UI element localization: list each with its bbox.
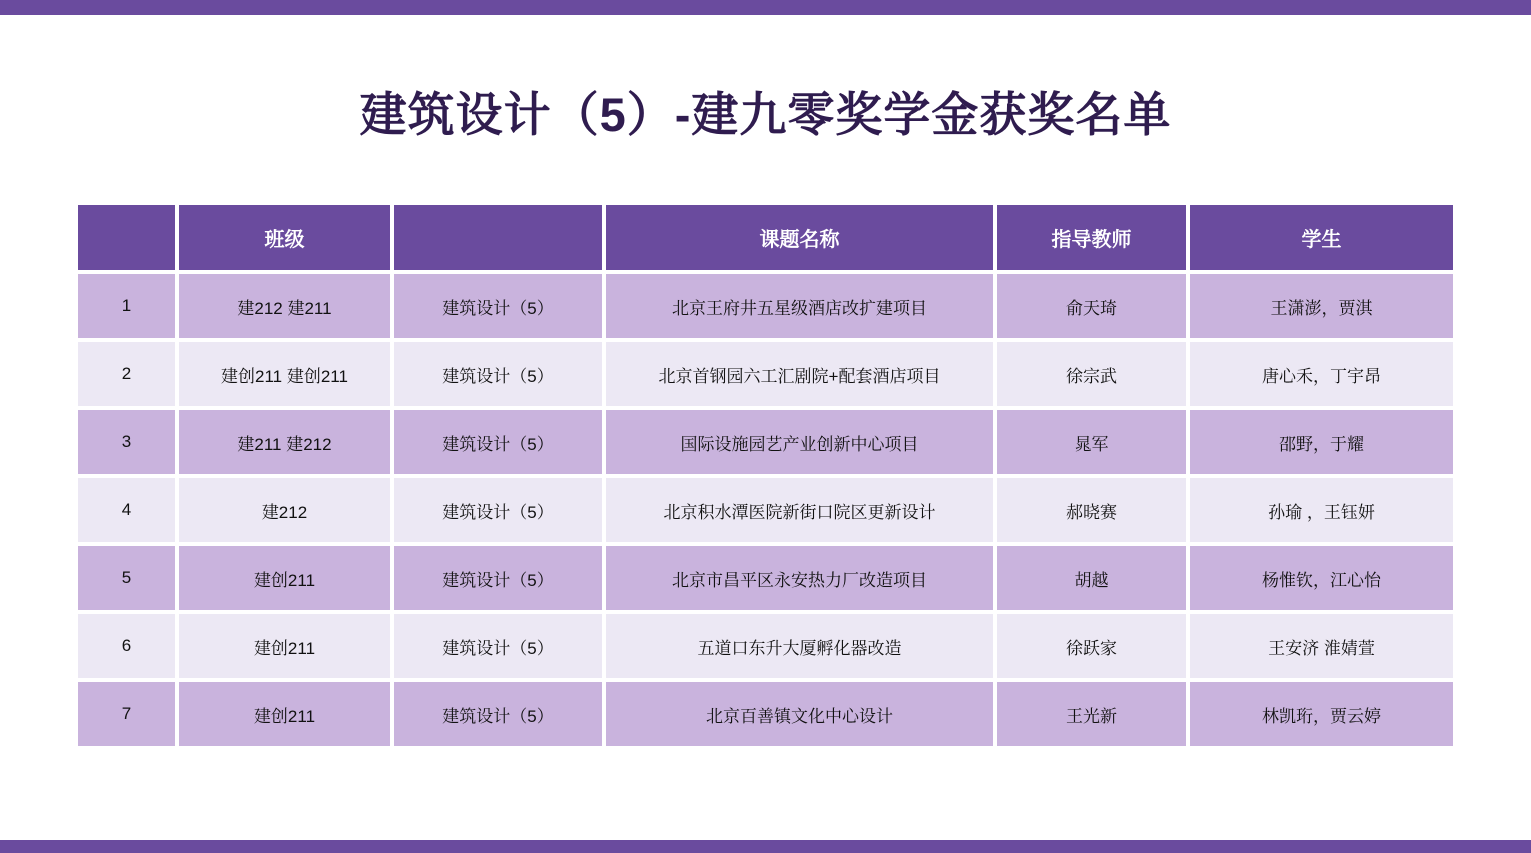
awards-table	[78, 205, 1453, 746]
col-header-class: 班级	[179, 205, 390, 270]
col-header-index	[78, 205, 175, 270]
cell-index: 5	[78, 546, 175, 610]
cell-advisor: 徐跃家	[997, 614, 1186, 678]
cell-course: 建筑设计（5）	[394, 274, 602, 338]
cell-project: 北京百善镇文化中心设计	[606, 682, 993, 746]
page-title: 建筑设计（5）-建九零奖学金获奖名单	[359, 88, 1172, 141]
table-header-row	[78, 205, 1453, 270]
table-body	[78, 274, 1453, 746]
cell-students: 邵野，于耀	[1190, 410, 1453, 474]
cell-class: 建创211	[179, 546, 390, 610]
col-header-course	[394, 205, 602, 270]
cell-project: 五道口东升大厦孵化器改造	[606, 614, 993, 678]
cell-class: 建创211	[179, 614, 390, 678]
cell-students: 孙瑜 ，王钰妍	[1190, 478, 1453, 542]
cell-students: 唐心禾，丁宇昂	[1190, 342, 1453, 406]
col-header-advisor: 指导教师	[997, 205, 1186, 270]
cell-project: 北京积水潭医院新街口院区更新设计	[606, 478, 993, 542]
cell-course: 建筑设计（5）	[394, 410, 602, 474]
col-header-students: 学生	[1190, 205, 1453, 270]
cell-class: 建创211	[179, 682, 390, 746]
cell-index: 7	[78, 682, 175, 746]
cell-students: 杨惟钦，江心怡	[1190, 546, 1453, 610]
cell-advisor: 郝晓赛	[997, 478, 1186, 542]
table-row	[78, 478, 1453, 542]
cell-class: 建212	[179, 478, 390, 542]
cell-course: 建筑设计（5）	[394, 682, 602, 746]
cell-index: 3	[78, 410, 175, 474]
cell-course: 建筑设计（5）	[394, 546, 602, 610]
cell-course: 建筑设计（5）	[394, 478, 602, 542]
cell-index: 4	[78, 478, 175, 542]
cell-students: 王潇澎，贾淇	[1190, 274, 1453, 338]
col-header-project: 课题名称	[606, 205, 993, 270]
cell-students: 林凯珩，贾云婷	[1190, 682, 1453, 746]
table-row	[78, 614, 1453, 678]
cell-advisor: 徐宗武	[997, 342, 1186, 406]
cell-project: 北京市昌平区永安热力厂改造项目	[606, 546, 993, 610]
table-row	[78, 410, 1453, 474]
cell-class: 建212 建211	[179, 274, 390, 338]
cell-project: 北京首钢园六工汇剧院+配套酒店项目	[606, 342, 993, 406]
cell-advisor: 俞天琦	[997, 274, 1186, 338]
table-row	[78, 274, 1453, 338]
bottom-accent-bar	[0, 840, 1531, 853]
cell-advisor: 胡越	[997, 546, 1186, 610]
table-row	[78, 546, 1453, 610]
table-row	[78, 682, 1453, 746]
cell-index: 2	[78, 342, 175, 406]
top-accent-bar	[0, 0, 1531, 15]
cell-index: 1	[78, 274, 175, 338]
cell-course: 建筑设计（5）	[394, 342, 602, 406]
cell-index: 6	[78, 614, 175, 678]
cell-project: 北京王府井五星级酒店改扩建项目	[606, 274, 993, 338]
cell-class: 建创211 建创211	[179, 342, 390, 406]
cell-project: 国际设施园艺产业创新中心项目	[606, 410, 993, 474]
cell-course: 建筑设计（5）	[394, 614, 602, 678]
table-row	[78, 342, 1453, 406]
cell-advisor: 晁军	[997, 410, 1186, 474]
cell-advisor: 王光新	[997, 682, 1186, 746]
cell-class: 建211 建212	[179, 410, 390, 474]
cell-students: 王安济 淮婧萱	[1190, 614, 1453, 678]
